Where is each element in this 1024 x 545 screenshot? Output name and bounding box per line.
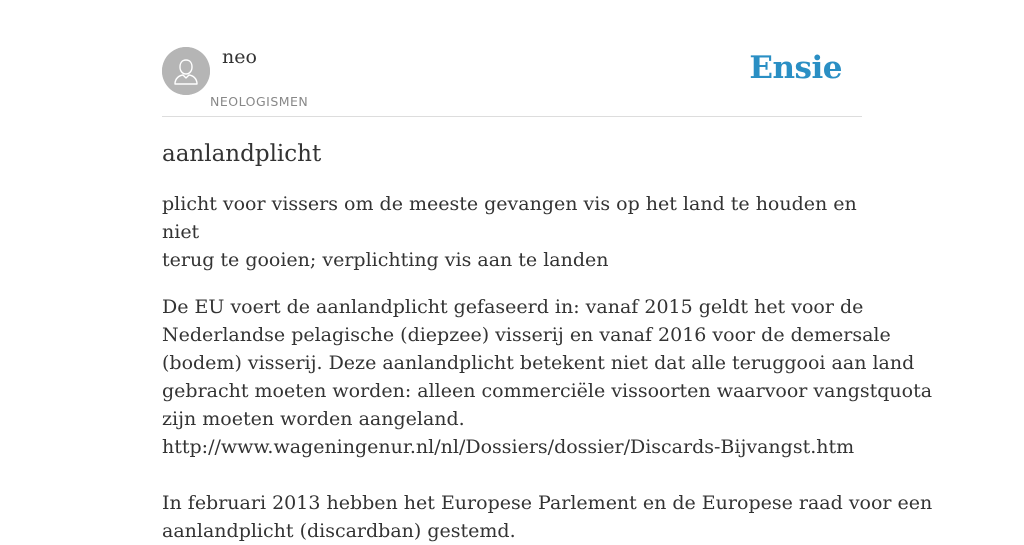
brand-logo[interactable]: Ensie — [749, 50, 842, 86]
example-line: aanlandplicht (discardban) gestemd. — [162, 520, 516, 542]
example-line: Nederlandse pelagische (diepzee) visserij en vanaf 2016 voor de demersale — [162, 324, 891, 346]
entry-title: aanlandplicht — [162, 141, 322, 167]
entry-example — [162, 293, 933, 545]
example-line: zijn moeten worden aangeland. — [162, 408, 465, 430]
user-silhouette-icon — [162, 47, 210, 95]
example-source-url: http://www.wageningenur.nl/nl/Dossiers/dossier/Discards-Bijvangst.htm — [162, 436, 855, 458]
entry-definition — [162, 190, 862, 274]
category-link[interactable]: NEOLOGISMEN — [210, 94, 309, 109]
author-name[interactable]: neo — [222, 46, 257, 68]
definition-line: terug te gooien; verplichting vis aan te landen — [162, 249, 609, 271]
example-line: De EU voert de aanlandplicht gefaseerd in: vanaf 2015 geldt het voor de — [162, 296, 864, 318]
example-line: gebracht moeten worden: alleen commerciële vissoorten waarvoor vangstquota — [162, 380, 933, 402]
entry-content — [162, 138, 933, 545]
example-line: (bodem) visserij. Deze aanlandplicht betekent niet dat alle teruggooi aan land — [162, 352, 915, 374]
example-spacer — [162, 461, 862, 489]
example-line: In februari 2013 hebben het Europese Parlement en de Europese raad voor een — [162, 492, 933, 514]
header — [162, 0, 862, 117]
definition-line: plicht voor vissers om de meeste gevangen vis op het land te houden en niet — [162, 193, 857, 243]
avatar[interactable] — [162, 47, 210, 95]
